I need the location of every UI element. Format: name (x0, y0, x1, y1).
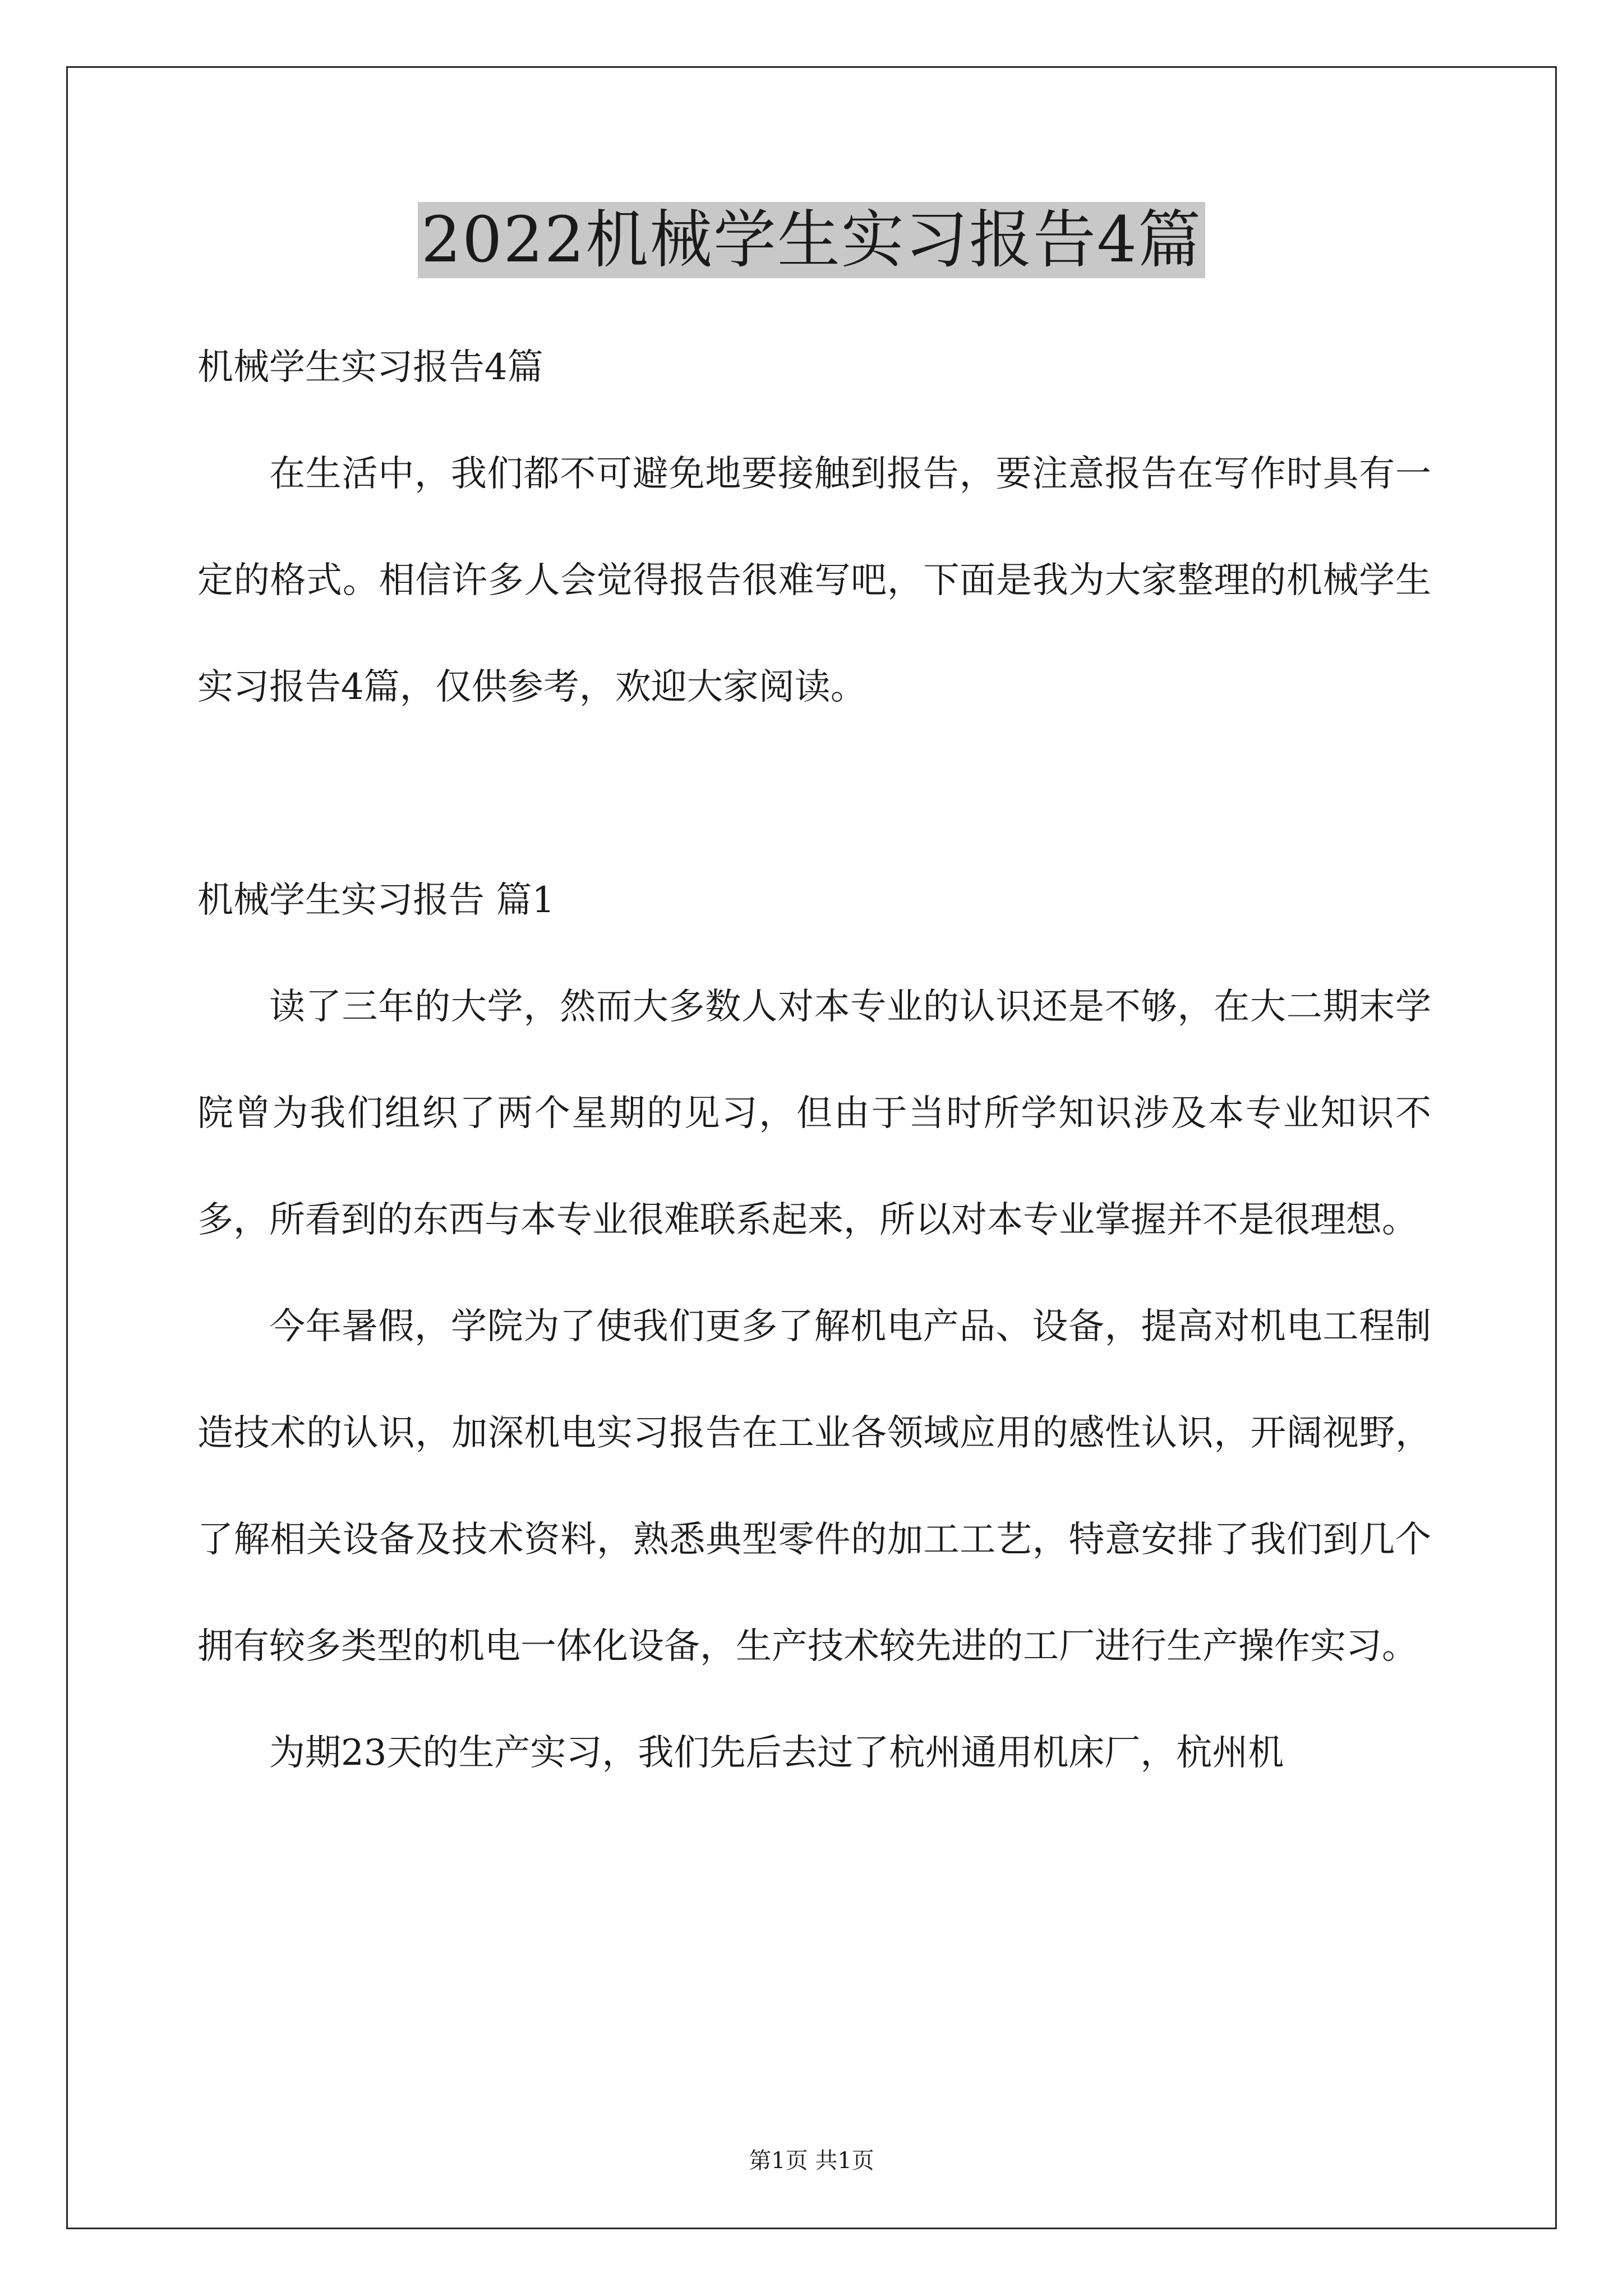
page-footer (0, 2143, 1623, 2175)
document-subtitle: 机械学生实习报告4篇 (197, 347, 543, 388)
section-heading: 机械学生实习报告 篇1 (197, 880, 555, 921)
document-title (0, 202, 1623, 278)
document-body (197, 314, 1431, 1806)
intro-paragraph: 在生活中，我们都不可避免地要接触到报告，要注意报告在写作时具有一定的格式。相信许多人会觉得报告很难写吧，下面是我为大家整理的机械学生实习报告4篇，仅供参考，欢迎大家阅读。 (197, 453, 1431, 708)
document-title-text: 2022机械学生实习报告4篇 (418, 202, 1205, 278)
section-spacer (197, 740, 1431, 847)
body-paragraph-2: 今年暑假，学院为了使我们更多了解机电产品、设备，提高对机电工程制造技术的认识，加深机电实习报告在工业各领域应用的感性认识，开阔视野，了解相关设备及技术资料，熟悉典型零件的加工工艺，特意安排了我们到几个拥有较多类型的机电一体化设备，生产技术较先进的工厂进行生产操作实习。 (197, 1306, 1431, 1667)
body-paragraph-1: 读了三年的大学，然而大多数人对本专业的认识还是不够，在大二期末学院曾为我们组织了两个星期的见习，但由于当时所学知识涉及本专业知识不多，所看到的东西与本专业很难联系起来，所以对本专业掌握并不是很理想。 (197, 986, 1431, 1241)
body-paragraph-3: 为期23天的生产实习，我们先后去过了杭州通用机床厂，杭州机 (269, 1732, 1284, 1774)
page-number: 第1页 共1页 (749, 2148, 874, 2174)
